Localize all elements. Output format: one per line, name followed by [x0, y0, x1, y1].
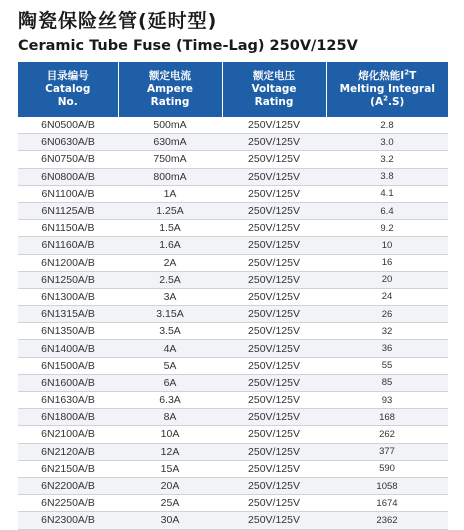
melting-cell: 2.8	[326, 117, 448, 134]
header-melting	[326, 62, 448, 117]
header-melting-sup2: 2	[383, 94, 388, 103]
ampere-cell: 2.5A	[118, 271, 222, 288]
table-body	[18, 117, 448, 529]
ampere-cell: 1.25A	[118, 202, 222, 219]
voltage-cell: 250V/125V	[222, 271, 326, 288]
ampere-cell: 630mA	[118, 134, 222, 151]
melting-cell: 377	[326, 443, 448, 460]
voltage-cell: 250V/125V	[222, 202, 326, 219]
melting-cell: 32	[326, 323, 448, 340]
voltage-cell: 250V/125V	[222, 495, 326, 512]
catalog-cell: 6N1315A/B	[18, 306, 118, 323]
voltage-cell: 250V/125V	[222, 306, 326, 323]
melting-cell: 24	[326, 288, 448, 305]
catalog-cell: 6N2250A/B	[18, 495, 118, 512]
header-catalog	[18, 62, 118, 117]
voltage-cell: 250V/125V	[222, 237, 326, 254]
melting-cell: 6.4	[326, 202, 448, 219]
catalog-cell: 6N2100A/B	[18, 426, 118, 443]
table-row	[18, 220, 448, 237]
ampere-cell: 1A	[118, 185, 222, 202]
melting-cell: 3.8	[326, 168, 448, 185]
ampere-cell: 1.5A	[118, 220, 222, 237]
voltage-cell: 250V/125V	[222, 357, 326, 374]
table-row	[18, 237, 448, 254]
table-row	[18, 512, 448, 529]
ampere-cell: 25A	[118, 495, 222, 512]
table-header	[18, 62, 448, 117]
melting-cell: 3.0	[326, 134, 448, 151]
catalog-cell: 6N2200A/B	[18, 477, 118, 494]
melting-cell: 262	[326, 426, 448, 443]
catalog-cell: 6N0630A/B	[18, 134, 118, 151]
ampere-cell: 2A	[118, 254, 222, 271]
catalog-cell: 6N1800A/B	[18, 409, 118, 426]
header-melting-sup1: 2	[404, 68, 410, 77]
melting-cell: 9.2	[326, 220, 448, 237]
table-row	[18, 151, 448, 168]
header-ampere-en2: Rating	[150, 96, 190, 108]
header-row	[18, 62, 448, 117]
voltage-cell: 250V/125V	[222, 409, 326, 426]
table-row	[18, 254, 448, 271]
ampere-cell: 1.6A	[118, 237, 222, 254]
table-row	[18, 323, 448, 340]
catalog-cell: 6N1250A/B	[18, 271, 118, 288]
ampere-cell: 12A	[118, 443, 222, 460]
voltage-cell: 250V/125V	[222, 151, 326, 168]
catalog-cell: 6N2120A/B	[18, 443, 118, 460]
table-row	[18, 443, 448, 460]
ampere-cell: 6.3A	[118, 392, 222, 409]
voltage-cell: 250V/125V	[222, 254, 326, 271]
table-row	[18, 168, 448, 185]
ampere-cell: 15A	[118, 460, 222, 477]
table-row	[18, 357, 448, 374]
voltage-cell: 250V/125V	[222, 512, 326, 529]
voltage-cell: 250V/125V	[222, 443, 326, 460]
table-row	[18, 460, 448, 477]
voltage-cell: 250V/125V	[222, 134, 326, 151]
header-melting-cn	[327, 70, 449, 83]
ampere-cell: 10A	[118, 426, 222, 443]
voltage-cell: 250V/125V	[222, 168, 326, 185]
melting-cell: 4.1	[326, 185, 448, 202]
table-row	[18, 477, 448, 494]
table-row	[18, 306, 448, 323]
melting-cell: 36	[326, 340, 448, 357]
catalog-cell: 6N1200A/B	[18, 254, 118, 271]
header-ampere-cn: 额定电流	[149, 70, 191, 82]
ampere-cell: 750mA	[118, 151, 222, 168]
melting-cell: 16	[326, 254, 448, 271]
melting-cell: 93	[326, 392, 448, 409]
header-voltage	[222, 62, 326, 117]
ampere-cell: 20A	[118, 477, 222, 494]
voltage-cell: 250V/125V	[222, 340, 326, 357]
table-row	[18, 117, 448, 134]
catalog-cell: 6N1630A/B	[18, 392, 118, 409]
header-melting-en1: Melting Integral	[339, 83, 435, 95]
table-row	[18, 392, 448, 409]
header-catalog-en2: No.	[57, 96, 78, 108]
catalog-cell: 6N1500A/B	[18, 357, 118, 374]
header-catalog-en1: Catalog	[45, 83, 91, 95]
catalog-cell: 6N0750A/B	[18, 151, 118, 168]
voltage-cell: 250V/125V	[222, 117, 326, 134]
melting-cell: 3.2	[326, 151, 448, 168]
ampere-cell: 3A	[118, 288, 222, 305]
catalog-cell: 6N2150A/B	[18, 460, 118, 477]
page-title-english: Ceramic Tube Fuse (Time-Lag) 250V/125V	[18, 38, 358, 54]
header-ampere	[118, 62, 222, 117]
melting-cell: 85	[326, 374, 448, 391]
table-row	[18, 202, 448, 219]
catalog-cell: 6N2300A/B	[18, 512, 118, 529]
header-voltage-en2: Rating	[254, 96, 294, 108]
header-melting-en2-pre: (A	[370, 96, 384, 108]
melting-cell: 2362	[326, 512, 448, 529]
catalog-cell: 6N1100A/B	[18, 185, 118, 202]
melting-cell: 20	[326, 271, 448, 288]
melting-cell: 26	[326, 306, 448, 323]
table-row	[18, 374, 448, 391]
voltage-cell: 250V/125V	[222, 460, 326, 477]
voltage-cell: 250V/125V	[222, 374, 326, 391]
ampere-cell: 800mA	[118, 168, 222, 185]
table-row	[18, 409, 448, 426]
voltage-cell: 250V/125V	[222, 220, 326, 237]
melting-cell: 590	[326, 460, 448, 477]
header-catalog-cn: 目录编号	[46, 70, 89, 82]
melting-cell: 1058	[326, 477, 448, 494]
voltage-cell: 250V/125V	[222, 392, 326, 409]
table-row	[18, 271, 448, 288]
table-row	[18, 426, 448, 443]
catalog-cell: 6N1400A/B	[18, 340, 118, 357]
catalog-cell: 6N1150A/B	[18, 220, 118, 237]
table-row	[18, 495, 448, 512]
ampere-cell: 6A	[118, 374, 222, 391]
catalog-cell: 6N1125A/B	[18, 202, 118, 219]
melting-cell: 168	[326, 409, 448, 426]
header-melting-en2	[327, 96, 449, 109]
catalog-cell: 6N0800A/B	[18, 168, 118, 185]
ampere-cell: 5A	[118, 357, 222, 374]
catalog-cell: 6N1160A/B	[18, 237, 118, 254]
voltage-cell: 250V/125V	[222, 426, 326, 443]
melting-cell: 10	[326, 237, 448, 254]
catalog-cell: 6N1300A/B	[18, 288, 118, 305]
voltage-cell: 250V/125V	[222, 288, 326, 305]
ampere-cell: 3.5A	[118, 323, 222, 340]
fuse-spec-table	[18, 62, 448, 530]
melting-cell: 55	[326, 357, 448, 374]
header-melting-en2-post: .S)	[387, 96, 405, 108]
ampere-cell: 30A	[118, 512, 222, 529]
table-row	[18, 288, 448, 305]
page-title-chinese: 陶瓷保险丝管(延时型)	[18, 10, 218, 32]
voltage-cell: 250V/125V	[222, 477, 326, 494]
header-voltage-en1: Voltage	[251, 83, 297, 95]
header-melting-cn-suffix: T	[409, 70, 417, 82]
header-ampere-en1: Ampere	[146, 83, 193, 95]
ampere-cell: 8A	[118, 409, 222, 426]
table-row	[18, 185, 448, 202]
catalog-cell: 6N1600A/B	[18, 374, 118, 391]
catalog-cell: 6N1350A/B	[18, 323, 118, 340]
melting-cell: 1674	[326, 495, 448, 512]
voltage-cell: 250V/125V	[222, 323, 326, 340]
voltage-cell: 250V/125V	[222, 185, 326, 202]
table-row	[18, 134, 448, 151]
ampere-cell: 500mA	[118, 117, 222, 134]
header-voltage-cn: 额定电压	[253, 70, 295, 82]
ampere-cell: 4A	[118, 340, 222, 357]
ampere-cell: 3.15A	[118, 306, 222, 323]
header-melting-cn-text: 熔化热能I	[358, 70, 405, 82]
table-row	[18, 340, 448, 357]
catalog-cell: 6N0500A/B	[18, 117, 118, 134]
